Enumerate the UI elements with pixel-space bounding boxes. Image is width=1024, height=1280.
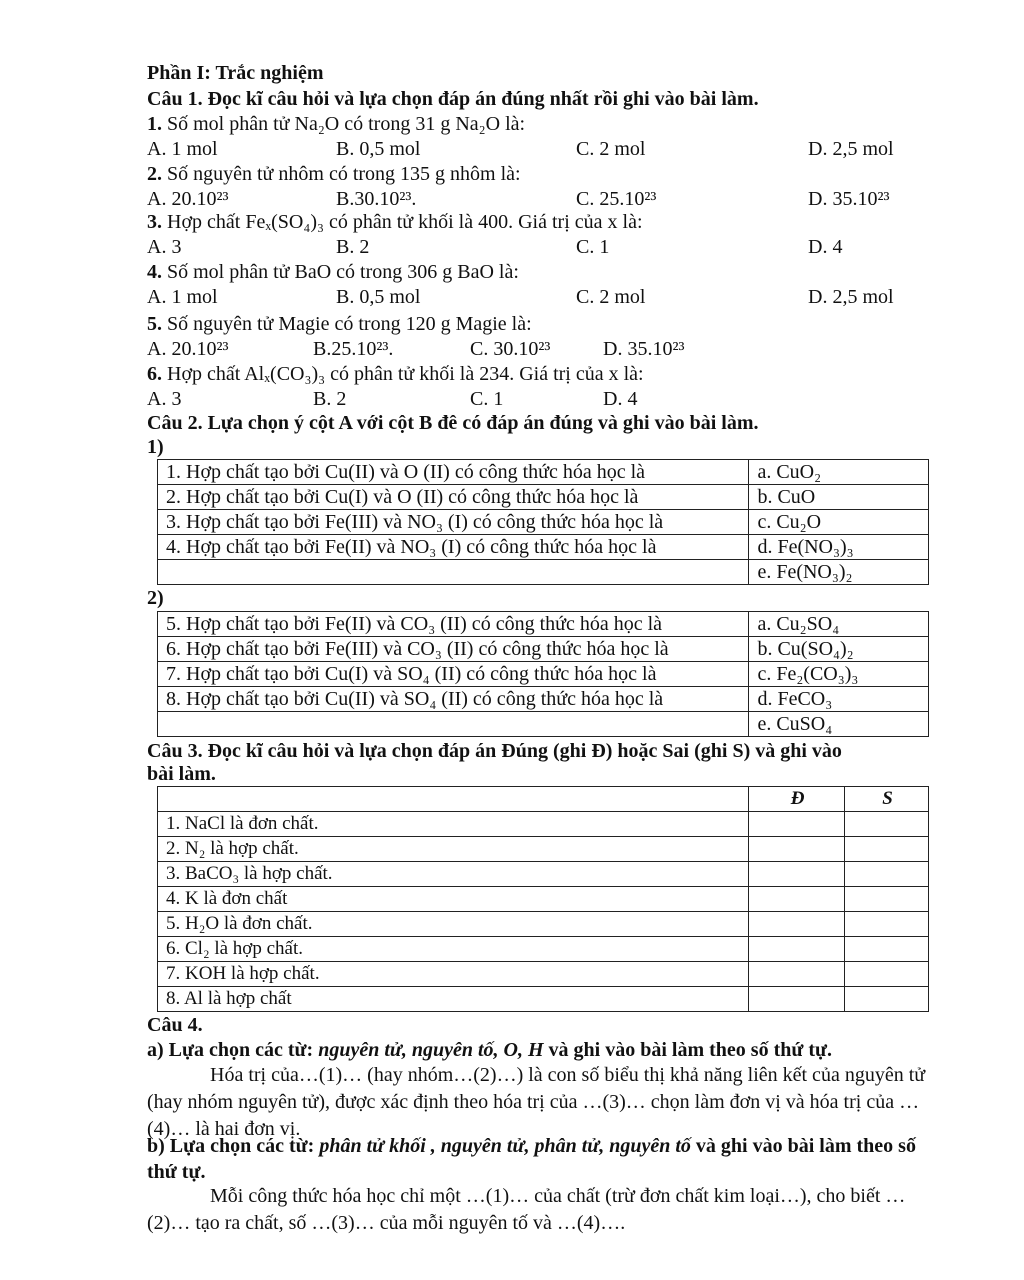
- column-a-cell: [158, 560, 749, 585]
- q4b-heading-prefix: b) Lựa chọn các từ:: [147, 1135, 320, 1157]
- q1-question-number: 2.: [147, 163, 162, 185]
- tf-true-cell[interactable]: [749, 987, 845, 1012]
- q1-option: B.30.10²³.: [336, 188, 417, 210]
- column-a-cell: 8. Hợp chất tạo bởi Cu(II) và SO₄ (II) có công thức hóa học là: [158, 687, 749, 712]
- q3-title-line2: bài làm.: [147, 763, 216, 785]
- column-b-cell: e. Fe(NO₃)₂: [749, 560, 929, 585]
- tf-row: [158, 887, 929, 912]
- matching-row: [158, 712, 929, 737]
- tf-true-cell[interactable]: [749, 837, 845, 862]
- q1-option: C. 30.10²³: [470, 338, 551, 360]
- q1-question: [147, 362, 644, 386]
- q1-option: A. 20.10²³: [147, 188, 229, 210]
- column-a-cell: 1. Hợp chất tạo bởi Cu(II) và O (II) có công thức hóa học là: [158, 460, 749, 485]
- tf-statement: 7. KOH là hợp chất.: [158, 962, 749, 987]
- q1-title: Câu 1. Đọc kĩ câu hỏi và lựa chọn đáp án đúng nhất rồi ghi vào bài làm.: [147, 88, 759, 110]
- tf-statement: 5. H₂O là đơn chất.: [158, 912, 749, 937]
- tf-false-cell[interactable]: [845, 837, 929, 862]
- tf-statement: 8. Al là hợp chất: [158, 987, 749, 1012]
- matching-table-1: [157, 459, 929, 585]
- q1-question: [147, 112, 525, 136]
- tf-true-cell[interactable]: [749, 912, 845, 937]
- column-b-cell: b. CuO: [749, 485, 929, 510]
- q1-option: C. 1: [576, 236, 610, 258]
- tf-true-cell[interactable]: [749, 887, 845, 912]
- q1-option: C. 25.10²³: [576, 188, 657, 210]
- q1-option: D. 4: [603, 388, 638, 410]
- q1-option: C. 1: [470, 388, 504, 410]
- matching-row: [158, 485, 929, 510]
- column-b-cell: c. Fe₂(CO₃)₃: [749, 662, 929, 687]
- column-a-cell: 3. Hợp chất tạo bởi Fe(III) và NO₃ (I) có công thức hóa học là: [158, 510, 749, 535]
- q1-option: A. 1 mol: [147, 138, 218, 160]
- q1-option: C. 2 mol: [576, 286, 646, 308]
- q1-option: D. 35.10²³: [603, 338, 685, 360]
- column-a-cell: 2. Hợp chất tạo bởi Cu(I) và O (II) có công thức hóa học là: [158, 485, 749, 510]
- q4a-heading-suffix: và ghi vào bài làm theo số thứ tự.: [543, 1039, 833, 1061]
- column-a-cell: [158, 712, 749, 737]
- q1-option: B. 0,5 mol: [336, 286, 421, 308]
- matching-row: [158, 612, 929, 637]
- q1-option: D. 35.10²³: [808, 188, 890, 210]
- q2-title: Câu 2. Lựa chọn ý cột A với cột B đê có đáp án đúng và ghi vào bài làm.: [147, 412, 759, 434]
- column-a-cell: 4. Hợp chất tạo bởi Fe(II) và NO₃ (I) có công thức hóa học là: [158, 535, 749, 560]
- matching-row: [158, 687, 929, 712]
- q4b-heading: [147, 1133, 933, 1185]
- q1-option: D. 2,5 mol: [808, 286, 894, 308]
- matching-table-2: [157, 611, 929, 737]
- tf-header-statement: [158, 787, 749, 812]
- tf-row: [158, 837, 929, 862]
- part-title: Phần I: Trắc nghiệm: [147, 62, 324, 84]
- tf-false-cell[interactable]: [845, 862, 929, 887]
- q1-option: B. 2: [313, 388, 347, 410]
- tf-statement: 1. NaCl là đơn chất.: [158, 812, 749, 837]
- column-a-cell: 5. Hợp chất tạo bởi Fe(II) và CO₃ (II) có công thức hóa học là: [158, 612, 749, 637]
- q4-title: Câu 4.: [147, 1014, 203, 1036]
- q1-question-number: 4.: [147, 261, 162, 283]
- q4b-heading-suffix: và ghi vào bài làm theo số thứ tự.: [147, 1135, 916, 1183]
- q2-part1-label: 1): [147, 436, 164, 458]
- q1-option: A. 1 mol: [147, 286, 218, 308]
- column-a-cell: 6. Hợp chất tạo bởi Fe(III) và CO₃ (II) có công thức hóa học là: [158, 637, 749, 662]
- tf-row: [158, 937, 929, 962]
- matching-row: [158, 460, 929, 485]
- q1-option: B. 0,5 mol: [336, 138, 421, 160]
- q4b-paragraph: Mỗi công thức hóa học chỉ một …(1)… của chất (trừ đơn chất kim loại…), cho biết …(2)… tạo ra chất, số …(3)… của mỗi nguyên tố và …(4)….: [147, 1185, 906, 1234]
- column-a-cell: 7. Hợp chất tạo bởi Cu(I) và SO₄ (II) có công thức hóa học là: [158, 662, 749, 687]
- tf-true-cell[interactable]: [749, 862, 845, 887]
- tf-false-cell[interactable]: [845, 962, 929, 987]
- tf-true-cell[interactable]: [749, 962, 845, 987]
- matching-row: [158, 637, 929, 662]
- matching-row: [158, 662, 929, 687]
- q1-question-text: Số mol phân tử BaO có trong 306 g BaO là:: [167, 261, 519, 283]
- q1-question: [147, 260, 519, 284]
- q1-option: D. 4: [808, 236, 843, 258]
- tf-row: [158, 987, 929, 1012]
- q1-question: [147, 312, 532, 336]
- q4a-paragraph: Hóa trị của…(1)… (hay nhóm…(2)…) là con số biểu thị khả năng liên kết của nguyên tử (hay nhóm nguyên tử), được xác định theo hóa trị của …(3)… chọn làm đơn vị và hóa trị của …(4)… là hai đơn vị.: [147, 1064, 926, 1140]
- column-b-cell: d. Fe(NO₃)₃: [749, 535, 929, 560]
- tf-header-false: S: [845, 787, 929, 812]
- tf-row: [158, 962, 929, 987]
- column-b-cell: a. Cu₂SO₄: [749, 612, 929, 637]
- tf-statement: 2. N₂ là hợp chất.: [158, 837, 749, 862]
- q4a-heading-prefix: a) Lựa chọn các từ:: [147, 1039, 319, 1061]
- tf-false-cell[interactable]: [845, 812, 929, 837]
- q4b-heading-words: phân tử khối , nguyên tử, phân tử, nguyên tố: [319, 1135, 691, 1157]
- tf-header-row: [158, 787, 929, 812]
- q1-question-text: Hợp chất Feₓ(SO₄)₃ có phân tử khối là 400. Giá trị của x là:: [167, 211, 643, 233]
- tf-row: [158, 862, 929, 887]
- q1-option: A. 3: [147, 388, 182, 410]
- tf-statement: 3. BaCO₃ là hợp chất.: [158, 862, 749, 887]
- matching-row: [158, 510, 929, 535]
- q1-question-text: Số nguyên tử Magie có trong 120 g Magie là:: [167, 313, 532, 335]
- column-b-cell: d. FeCO₃: [749, 687, 929, 712]
- q1-option: B. 2: [336, 236, 370, 258]
- q1-question-number: 1.: [147, 113, 162, 135]
- tf-row: [158, 812, 929, 837]
- q1-question-number: 6.: [147, 363, 162, 385]
- tf-statement: 4. K là đơn chất: [158, 887, 749, 912]
- tf-false-cell[interactable]: [845, 912, 929, 937]
- column-b-cell: e. CuSO₄: [749, 712, 929, 737]
- tf-true-cell[interactable]: [749, 812, 845, 837]
- true-false-table: [157, 786, 929, 1012]
- q1-option: C. 2 mol: [576, 138, 646, 160]
- tf-header-true: Đ: [749, 787, 845, 812]
- q4a-heading-words: nguyên tử, nguyên tố, O, H: [318, 1039, 544, 1061]
- q4a-heading: [147, 1038, 832, 1062]
- q1-question-number: 5.: [147, 313, 162, 335]
- q1-option: A. 20.10²³: [147, 338, 229, 360]
- q1-question: [147, 210, 643, 234]
- q1-question-text: Số nguyên tử nhôm có trong 135 g nhôm là:: [167, 163, 521, 185]
- q1-option: A. 3: [147, 236, 182, 258]
- tf-false-cell[interactable]: [845, 937, 929, 962]
- q2-part2-label: 2): [147, 587, 164, 609]
- matching-row: [158, 560, 929, 585]
- q1-question: [147, 162, 521, 186]
- tf-false-cell[interactable]: [845, 987, 929, 1012]
- tf-statement: 6. Cl₂ là hợp chất.: [158, 937, 749, 962]
- tf-row: [158, 912, 929, 937]
- q1-option: B.25.10²³.: [313, 338, 394, 360]
- tf-true-cell[interactable]: [749, 937, 845, 962]
- column-b-cell: b. Cu(SO₄)₂: [749, 637, 929, 662]
- q1-question-text: Hợp chất Alₓ(CO₃)₃ có phân tử khối là 234. Giá trị của x là:: [167, 363, 644, 385]
- q3-title-line1: Câu 3. Đọc kĩ câu hỏi và lựa chọn đáp án Đúng (ghi Đ) hoặc Sai (ghi S) và ghi vào: [147, 740, 842, 762]
- column-b-cell: c. Cu₂O: [749, 510, 929, 535]
- tf-false-cell[interactable]: [845, 887, 929, 912]
- q1-option: D. 2,5 mol: [808, 138, 894, 160]
- q1-question-text: Số mol phân tử Na₂O có trong 31 g Na₂O là:: [167, 113, 526, 135]
- matching-row: [158, 535, 929, 560]
- column-b-cell: a. CuO₂: [749, 460, 929, 485]
- q1-question-number: 3.: [147, 211, 162, 233]
